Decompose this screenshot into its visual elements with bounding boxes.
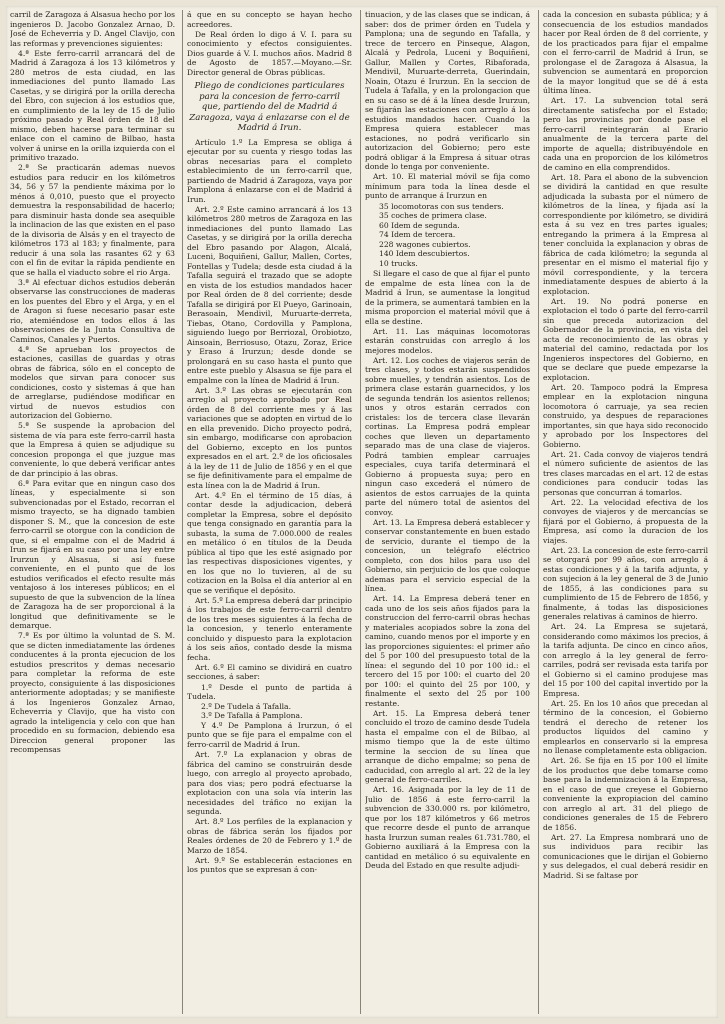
paragraph: tinuacion, y de las clases que se indican, á saber: dos de primer órden en Tudela y Pamplona; una de segundo en Tafalla, y trece de tercero en Pinseque, Alagon, Alcalá y Pedrola, Luceni y Boquiñeni, Gallur, Mallen y Cortes, Ribaforada, Mendivil, Muruarte-derreta, Guerindain, Noain, Otazu é Irurzun. En la seccion de Tudela á Tafalla, y en la prolongacion que en su caso se dé á la línea desde Irurzun, se fijarán las estaciones con arreglo á los estudios mandados hacer. Cuando la Empresa quiera establecer mas estaciones, no podrá verificarlo sin autorizacion del Gobierno; pero este podrá obligar á la Empresa á situar otras donde lo tenga por conveniente. (365, 10, 530, 171)
paragraph: 6.ª Para evitar que en ningun caso dos líneas, y especialmente si son subvencionadas por el Estado, recorran el mismo trayecto, se ha dignado tambien disponer S. M., que la concesion de este ferro-carril se otorgue con la condicion de que, si el empalme con el de Madrid á Irun se fijará en su caso por una ley entre Irurzun y Alsasua, si así fuese conveniente, en el punto que de los estudios verificados el efecto resulte más ventajoso á los intereses públicos; en el supuesto de que la subvencion de la línea de Zaragoza ha de ser proporcional á la longitud que definitivamente se le demarque. (10, 478, 175, 630)
paragraph: cada la concesion en subasta pública; y á consecuencia de los estudios mandados hacer por Real órden de 8 del corriente, y de los practicados para fijar el empalme con el ferro-carril de Madrid á Irun, se prolongase el de Zaragoza á Alsasua, la subvencion se aumentará en proporcion de la mayor longitud que se dé á esta última línea. (543, 10, 708, 95)
article: Art. 12. Los coches de viajeros serán de tres clases, y todos estarán suspendidos sobre muelles, y tendrán asientos. Los de primera clase estarán guarnecidos, y los de segunda tendrán los asientos rellenos; unos y otros estarán cerrados con cristales: los de tercera clase llevarán cortinas. La Empresa podrá emplear coches que lleven un departamento separado mas de una clase de viajeros. Podrá tambien emplear carruajes especiales, cuya tarifa determinará el Gobierno á propuesta suya; pero en ningun caso excederá el número de asientos de estos carruajes de la quinta parte del número total de asientos del convoy. (365, 355, 530, 517)
column-2 (187, 10, 352, 1016)
article: Art. 2.º Este camino arrancará á los 13 kilómetros 280 metros de Zaragoza en las inmediaciones del punto llamado Las Casetas, y se dirigirá por la orilla derecha del Ebro pasando por Alagon, Alcalá, Luceni, Boquiñeni, Gallur, Mallen, Cortes, Fontellas y Tudela; desde esta ciudad á la Tafalla seguirá el trazado que se adopte en vista de los estudios mandados hacer por Real órden de 8 del corriente; desde Tafalla se dirigirá por El Pueyo, Garinoain, Berasoain, Mendivil, Muruarte-derreta, Tiebas, Otano, Cordovilla y Pamplona, siguiendo luego por Berriozal, Orobiotzo, Ainsoain, Berriosuso, Otazu, Zoraz, Erice y Eraso á Irurzun; desde donde se prolongará en su caso hasta el punto que entre este pueblo y Alsasua se fije para el empalme con la línea de Madrid á Irun. (187, 204, 352, 385)
article: Art. 17. La subvencion total será directamente satisfecha por el Estado; pero las provincias por donde pase el ferro-carril reintegrarán al Erario anualmente de la tercera parte del importe de aquella; distribuyéndole en cada una en proporcion de los kilómetros de camino en ella comprendidos. (543, 96, 708, 172)
article: Art. 13. La Empresa deberá establecer y conservar constantemente en buen estado de servicio, durante el tiempo de la concesion, un telégrafo eléctrico completo, con dos hilos para uso del Gobierno, sin perjuicio de los que coloque ademas para el servicio especial de la línea. (365, 517, 530, 593)
list-item: 140 Idem descubiertos. (379, 249, 470, 258)
signature-paragraph: De Real órden lo digo á V. I. para su conocimiento y efectos consiguientes. Dios guarde á V. I. muchos años. Madrid 8 de Agosto de 1857.—Moyano.—Sr. Director general de Obras públicas. (187, 29, 352, 77)
paragraph: 5.ª Se suspende la aprobacion del sistema de vía para este ferro-carril hasta que la Empresa á quien se adjudique su concesion proponga el que juzgue mas conveniente, lo que deberá verificar antes de dar principio á las obras. (10, 421, 175, 478)
article: Art. 11. Las máquinas locomotoras estarán construidas con arreglo á los mejores modelos. (365, 326, 530, 355)
newspaper-page (6, 6, 718, 1018)
section-heading: Pliego de condiciones particulares para la concesion de ferro-carril que, partiendo del de Madrid á Zaragoza, vaya á enlazarse con el de Madrid á Irun. (189, 81, 350, 133)
column-rule (182, 10, 183, 1014)
article: Art. 9.º Se establecerán estaciones en los puntos que se expresan á con- (187, 855, 352, 874)
article: Art. 22. La velocidad efectiva de los convoyes de viajeros y de mercancías se fijará por el Gobierno, á propuesta de la Empresa, así como la duracion de los viajes. (543, 497, 708, 545)
column-rule (538, 10, 539, 1014)
material-list (365, 202, 530, 269)
list-item: 228 wagones cubiertos. (379, 239, 471, 249)
list-item: 2.º De Tudela á Tafalla. (201, 701, 291, 711)
article: Art. 23. La concesion de este ferro-carril se otorgará por 99 años, con arreglo á estas condiciones y á la tarifa adjunta, y con sujecion á la ley general de 3 de Junio de 1855, á las condiciones para su cumplimiento de 15 de Febrero de 1856, y finalmente, á todas las disposiciones generales relativas á caminos de hierro. (543, 545, 708, 621)
paragraph: Si llegare el caso de que al fijar el punto de empalme de esta línea con la de Madrid á Irun, se aumentase la longitud de la primera, se aumentará tambien en la misma proporcion el material móvil que á ella se destine. (365, 269, 530, 326)
article: Art. 3.º Las obras se ejecutarán con arreglo al proyecto aprobado por Real órden de 8 del corriente mes y á las variaciones que se adopten en virtud de lo en ella prevenido. Dicho proyecto podrá, sin embargo, modificarse con aprobacion del Gobierno, excepto en los puntos expresados en el art. 2.º de los oficiosales á la ley de 11 de Julio de 1856 y en el que se fije definitivamente para el empalme de esta línea con la de Madrid á Irun. (187, 385, 352, 490)
column-rule (360, 10, 361, 1014)
paragraph: 7.ª Es por último la voluntad de S. M. que se dicten inmediatamente las órdenes conducentes á la pronta ejecucion de los estudios prescritos y demas necesario para completar la reforma de este proyecto, consiguiente á las disposiciones anteriormente adoptadas; y se manifieste á los Ingenieros Gonzalez Arnao, Echeverria y Clavijo, que ha visto con agrado la inteligencia y celo con que han procedido en su formacion, debiendo esa Direccion general proponer las recompensas (10, 631, 175, 754)
paragraph: 4.ª Se aprueban los proyectos de estaciones, casillas de guardas y otras obras de fábrica, sólo en el concepto de modelos que sirvan para conocer sus condiciones, costo y sistemas á que han de arreglarse, pudiéndose modificar en virtud de nuevos estudios con autorizacion del Gobierno. (10, 344, 175, 420)
paragraph: 2.ª Se practicarán ademas nuevos estudios para reducir en los kilómetros 34, 56 y 57 la pendiente máxima por lo ménos á 0,010, puesto que el proyecto demuestra la responsabilidad de hacerlo; para disminuir hasta donde sea asequible la inclinacion de las que existen en el paso de la divisoria de Alsás y en el trayecto de kilómetros 173 al 183; y finalmente, para reducir á una sola las rasantes 62 y 63 con el fin de evitar la rápida pendiente en que se halla el viaducto sobre el rio Arga. (10, 163, 175, 277)
column-4 (543, 10, 708, 1016)
list-item: Y 4.º De Pamplona á Irurzun, ó el punto que se fije para el empalme con el ferro-carril de Madrid á Irun. (187, 720, 352, 749)
column-3 (365, 10, 530, 1016)
list-item: 35 locomotoras con sus tenders. (379, 201, 504, 211)
article: Art. 24. La Empresa se sujetará, considerando como máximos los precios, á la tarifa adjunta. De cinco en cinco años, con arreglo á la ley general de ferro-carriles, podrá ser revisada esta tarifa por el Gobierno si el camino produjese mas del 15 por 100 del capital invertido por la Empresa. (543, 622, 708, 698)
article: Art. 8.º Los perfiles de la explanacion y obras de fábrica serán los fijados por Reales órdenes de 20 de Febrero y 1.º de Marzo de 1854. (187, 817, 352, 855)
article: Art. 7.º La explanacion y obras de fábrica del camino se construirán desde luego, con arreglo al proyecto aprobado, para dos vias; pero podrá efectuarse la explotacion con una sola vía interin las necesidades del tráfico no exijan la segunda. (187, 750, 352, 816)
article: Art. 15. La Empresa deberá tener concluido el trozo de camino desde Tudela hasta el empalme con el de Bilbao, al mismo tiempo que la de este último termine la seccion de su línea que arranque de dicho empalme; so pena de caducidad, con arreglo al art. 22 de la ley general de ferro-carriles. (365, 708, 530, 784)
paragraph: 3.ª Al efectuar dichos estudios deberán observarse las construcciones de maderas en los puentes del Ebro y el Arga, y en el de Aragon si fuese necesario pasar este rio, atemiéndose en todos ellos á las observaciones de la Junta Consultiva de Caminos, Canales y Puertos. (10, 277, 175, 344)
list-item: 35 coches de primera clase. (379, 211, 487, 220)
article: Art. 5.º La empresa deberá dar principio á los trabajos de este ferro-carril dentro de los tres meses siguientes á la fecha de la concesion, y tenerlo enteramente concluido y dispuesto para la explotacion á los seis años, contado desde la misma fecha. (187, 595, 352, 662)
paragraph: 4.ª Este ferro-carril arrancará del de Madrid á Zaragoza á los 13 kilómetros y 280 metros de esta ciudad, en las inmediaciones del punto llamado Las Casetas, y se dirigirá por la orilla derecha del Ebro, con sujecion á los estudios que, en cumplimiento de la ley de 15 de Julio próximo pasado y Real órden de 18 del mismo, deben hacerse para terminar su enlace con el camino de Bilbao, hasta volver á unirse en la orilla izquierda con el primitivo trazado. (10, 48, 175, 162)
list-item: 10 trucks. (379, 258, 418, 268)
list-item: 60 Idem de segunda. (379, 220, 460, 230)
article: Art. 18. Para el abono de la subvencion se dividirá la cantidad en que resulte adjudicada la subasta por el número de kilómetros de la línea, y fijada así la correspondiente por kilómetro, se dividirá esta á su vez en tres partes iguales; entregando la primera á la Empresa al tener concluida la explanacion y obras de fábrica de cada kilómetro; la segunda al presentar en el mismo el material fijo y móvil correspondiente, y la tercera inmediatamente despues de abierto á la explotacion. (543, 172, 708, 296)
article: Art. 19. No podrá ponerse en explotacion el todo ó parte del ferro-carril sin que preceda autorizacion del Gobernador de la provincia, en vista del acta de reconocimiento de las obras y material del camino, redactada por los Ingenieros inspectores del Gobierno, en que se declare que puede empezarse la explotacion. (543, 296, 708, 382)
paragraph: á que en su concepto se hayan hecho acreedores. (187, 10, 352, 29)
list-item: 74 Idem de tercera. (379, 230, 456, 239)
article: Art. 6.º El camino se dividirá en cuatro secciones, á saber: (187, 662, 352, 681)
article: Art. 25. En los 10 años que precedan al término de la concesion, el Gobierno tendrá el derecho de retener los productos líquidos del camino y emplearlos en conservarlo si la empresa no llenase completamente esta obligacion. (543, 698, 708, 755)
sections-list (187, 683, 352, 750)
article: Art. 26. Se fija en 15 por 100 el límite de los productos que debe tomarse como base para la indemnizacion á la Empresa, en el caso de que creyese el Gobierno conveniente la expropiacion del camino con arreglo al art. 31 del pliego de condiciones generales de 15 de Febrero de 1856. (543, 756, 708, 832)
article: Artículo 1.º La Empresa se obliga á ejecutar por su cuenta y riesgo todas las obras necesarias para el completo establecimiento de un ferro-carril que, partiendo de Madrid á Zaragoza, vaya por Pamplona á enlazarse con el de Madrid á Irun. (187, 137, 352, 204)
article: Art. 27. La Empresa nombrará uno de sus individuos para recibir las comunicaciones que le dirijan el Gobierno y sus delegados, el cual deberá residir en Madrid. Si se faltase por (543, 832, 708, 880)
article: Art. 20. Tampoco podrá la Empresa emplear en la explotacion ninguna locomotora ó carruaje, ya sea recien construido, ya despues de reparaciones importantes, sin que haya sido reconocido y aprobado por los Inspectores del Gobierno. (543, 382, 708, 449)
article: Art. 16. Asignada por la ley de 11 de Julio de 1856 á este ferro-carril la subvencion de 330.000 rs. por kilómetro, que por los 187 kilómetros y 66 metros que recorre desde el punto de arranque hasta Irurzun suman reales 61.731.780, el Gobierno auxiliará á la Empresa con la cantidad en metálico ó su equivalente en Deuda del Estado en que resulte adjudi- (365, 785, 530, 870)
column-1 (10, 10, 175, 1016)
article: Art. 14. La Empresa deberá tener en cada uno de los seis años fijados para la construccion del ferro-carril obras hechas y materiales acopiados sobre la zona del camino, cuando menos por el importe y en las proporciones siguientes: el primer año del 5 por 100 del presupuesto total de la línea: el segundo del 10 por 100 id.: el tercero del 15 por 100: el cuarto del 20 por 100: el quinto del 25 por 100, y finalmente el sexto del 25 por 100 restante. (365, 594, 530, 708)
article: Art. 10. El material móvil se fija como mínimum para toda la línea desde el punto de arranque á Irurzun en (365, 172, 530, 200)
article: Art. 4.º En el término de 15 días, á contar desde la adjudicacion, deberá completar la Empresa, sobre el depósito que tenga consignado en garantía para la subasta, la suma de 7.000.000 de reales en metálico ó en títulos de la Deuda pública al tipo que les esté asignado por las respectivas disposiciones vigentes, y en los que no lo tuvieren, al de su cotizacion en la Bolsa el día anterior al en que se verifique el depósito. (187, 490, 352, 595)
list-item: 1.º Desde el punto de partida á Tudela. (187, 682, 352, 701)
article: Art. 21. Cada convoy de viajeros tendrá el número suficiente de asientos de las tres clases marcadas en el art. 12 de estas condiciones para conducir todas las personas que concurran á tomarlos. (543, 449, 708, 497)
list-item: 3.º De Tafalla á Pamplona. (201, 711, 303, 720)
paragraph: carril de Zaragoza á Alsasua hecho por los ingenieros D. Jacobo Gonzalez Arnao, D. José de Echeverria y D. Angel Clavijo, con las reformas y prevenciones siguientes: (10, 10, 175, 48)
